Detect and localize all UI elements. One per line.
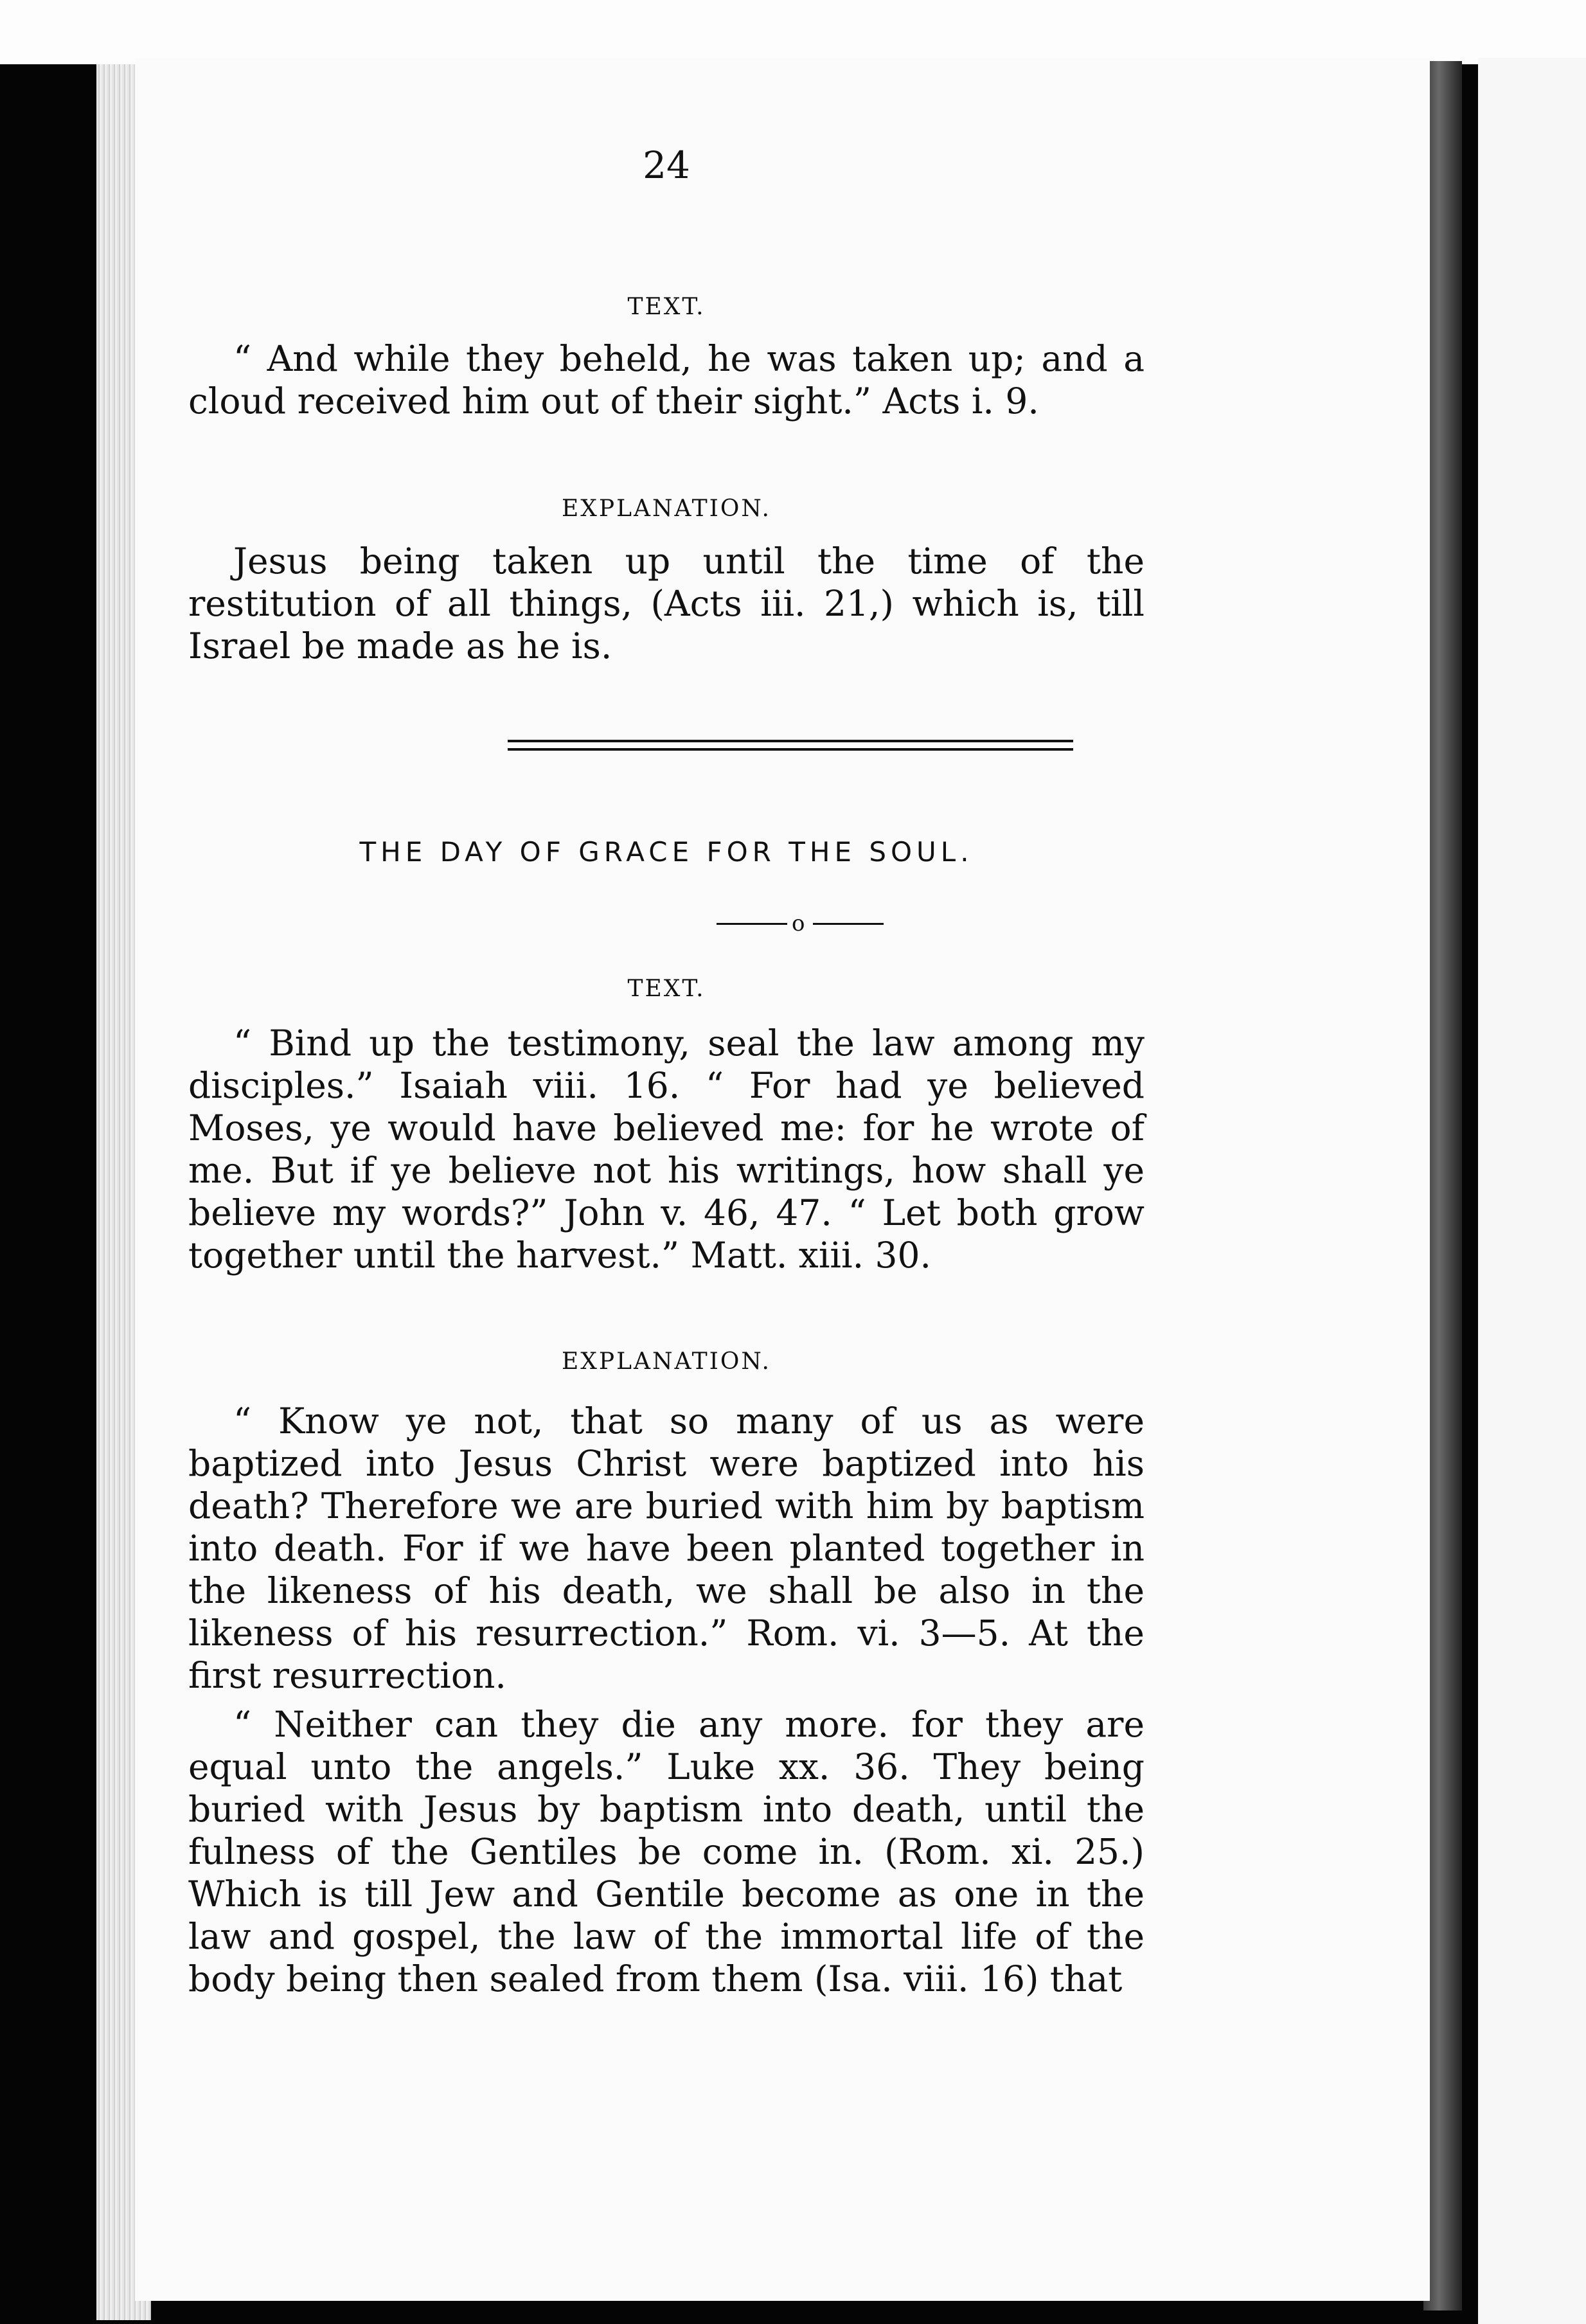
facing-page-edge xyxy=(1478,58,1586,2324)
explanation-heading-2: EXPLANATION. xyxy=(562,1348,771,1375)
explanation-heading-1: EXPLANATION. xyxy=(562,496,771,522)
explanation-paragraph-3: “ Neither can they die any more. for they are equal unto the angels.” Luke xx. 36. They being buried with Jesus by baptism into death, until the fulness of the Gentiles be come in. (Rom. xi. 25.) Which is till Jew and Gentile become as one in the law and gospel, the law of the immortal life of the body being then sealed from them (Isa. viii. 16) that xyxy=(188,1704,1145,1999)
text-heading-2: TEXT. xyxy=(627,976,706,1002)
ornament-line-right xyxy=(813,923,884,925)
text-paragraph-1: “ And while they beheld, he was taken up; and a cloud received him out of their sight.” Acts i. 9. xyxy=(188,338,1145,422)
section-divider xyxy=(508,740,1073,751)
page-number: 24 xyxy=(643,143,690,187)
section-title: THE DAY OF GRACE FOR THE SOUL. xyxy=(359,836,974,868)
text-heading-1: TEXT. xyxy=(627,294,706,320)
text-paragraph-2: “ Bind up the testimony, seal the law among my disciples.” Isaiah viii. 16. “ For had ye believed Moses, ye would have believed me: for he wrote of me. But if ye believe not his writings, how shall ye believe my words?” John v. 46, 47. “ Let both grow together until the harvest.” Matt. xiii. 30. xyxy=(188,1023,1145,1276)
title-ornament xyxy=(717,907,884,936)
ornament-dot: o xyxy=(792,911,805,936)
ornament-line-left xyxy=(717,923,787,925)
explanation-paragraph-1: Jesus being taken up until the time of the restitution of all things, (Acts iii. 21,) which is, till Israel be made as he is. xyxy=(188,541,1145,666)
explanation-paragraph-2: “ Know ye not, that so many of us as were baptized into Jesus Christ were baptized into his death? Therefore we are buried with him by baptism into death. For if we have been planted together in the likeness of his death, we shall be also in the likeness of his resurrection.” Rom. vi. 3—5. At the first resurrection. xyxy=(188,1400,1145,1696)
scan-top-margin xyxy=(0,0,1586,64)
